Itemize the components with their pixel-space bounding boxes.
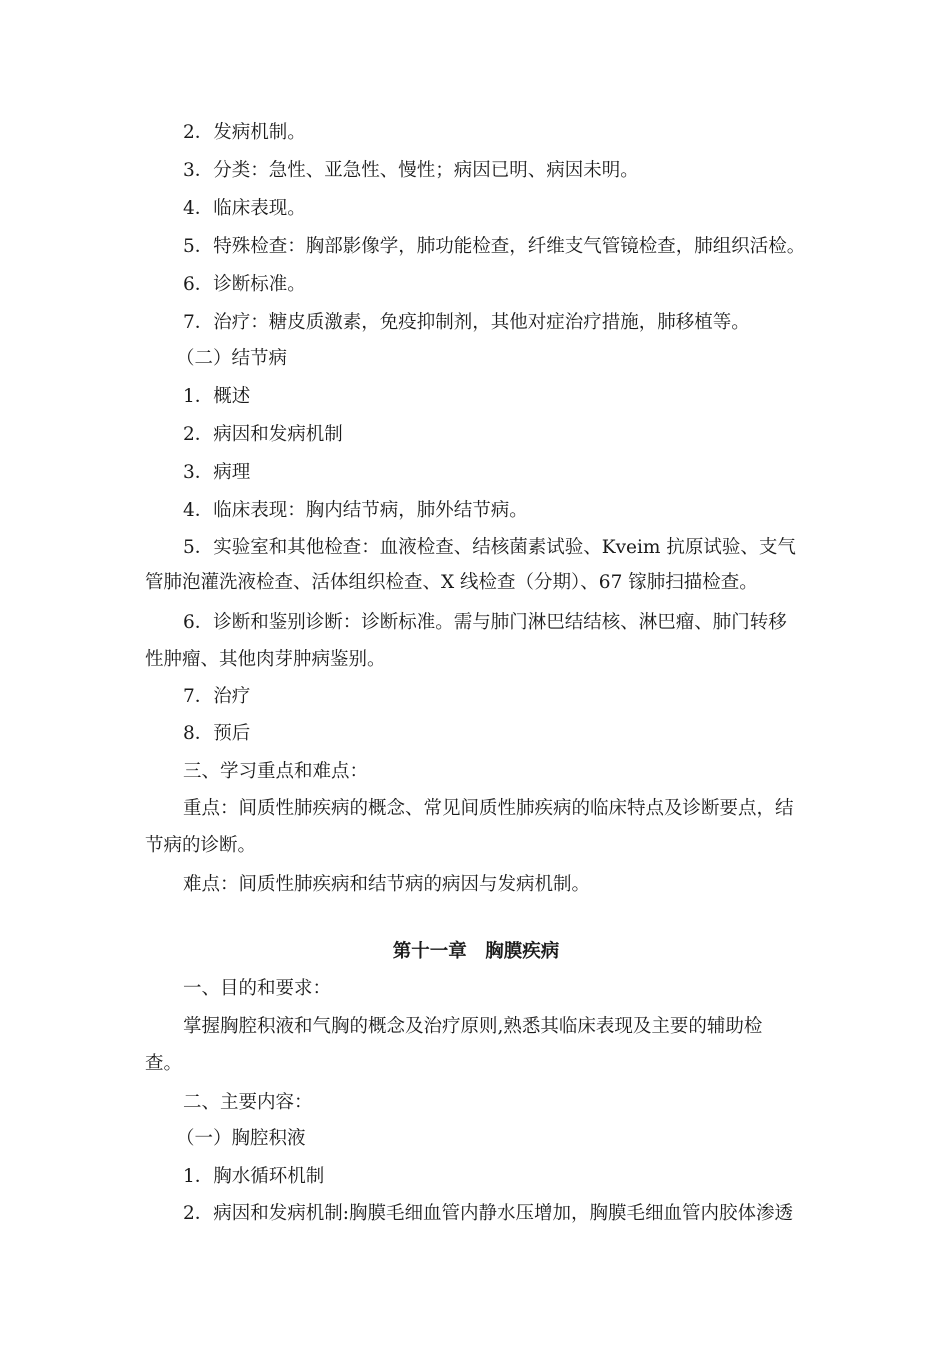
text-line: 6．诊断和鉴别诊断：诊断标准。需与肺门淋巴结结核、淋巴瘤、肺门转移 — [183, 612, 787, 633]
text-line: 7．治疗 — [183, 686, 251, 707]
text-line: 节病的诊断。 — [145, 835, 257, 856]
text-line: 3．分类：急性、亚急性、慢性；病因已明、病因未明。 — [183, 160, 639, 181]
section-subheading: （二）结节病 — [176, 348, 288, 369]
section-subheading: 二、主要内容： — [183, 1092, 313, 1113]
text-line: 性肿瘤、其他肉芽肿病鉴别。 — [145, 649, 386, 670]
text-line: 6．诊断标准。 — [183, 274, 306, 295]
text-line: 2．发病机制。 — [183, 122, 306, 143]
section-subheading: （一）胸腔积液 — [176, 1128, 306, 1149]
chapter-heading: 第十一章 胸膜疾病 — [392, 941, 560, 962]
text-line: 4．临床表现。 — [183, 198, 306, 219]
text-line: 管肺泡灌洗液检查、活体组织检查、X 线检查（分期）、67 镓肺扫描检查。 — [145, 572, 758, 593]
text-line: 重点：间质性肺疾病的概念、常见间质性肺疾病的临床特点及诊断要点，结 — [183, 798, 794, 819]
text-line: 1．胸水循环机制 — [183, 1166, 325, 1187]
text-line: 2．病因和发病机制:胸膜毛细血管内静水压增加，胸膜毛细血管内胶体渗透 — [183, 1203, 794, 1224]
text-line: 5．实验室和其他检查：血液检查、结核菌素试验、Kveim 抗原试验、支气 — [183, 537, 796, 558]
text-line: 8．预后 — [183, 723, 251, 744]
text-line: 4．临床表现：胸内结节病，肺外结节病。 — [183, 500, 528, 521]
text-line: 查。 — [145, 1053, 183, 1074]
section-subheading: 三、学习重点和难点： — [183, 761, 369, 782]
text-line: 掌握胸腔积液和气胸的概念及治疗原则,熟悉其临床表现及主要的辅助检 — [183, 1016, 763, 1037]
text-line: 1．概述 — [183, 386, 251, 407]
section-subheading: 一、目的和要求： — [183, 978, 332, 999]
text-line: 5．特殊检查：胸部影像学，肺功能检查，纤维支气管镜检查，肺组织活检。 — [183, 236, 806, 257]
text-line: 2．病因和发病机制 — [183, 424, 343, 445]
text-line: 3．病理 — [183, 462, 251, 483]
text-line: 难点：间质性肺疾病和结节病的病因与发病机制。 — [183, 874, 591, 895]
text-line: 7．治疗：糖皮质激素，免疫抑制剂，其他对症治疗措施，肺移植等。 — [183, 312, 750, 333]
